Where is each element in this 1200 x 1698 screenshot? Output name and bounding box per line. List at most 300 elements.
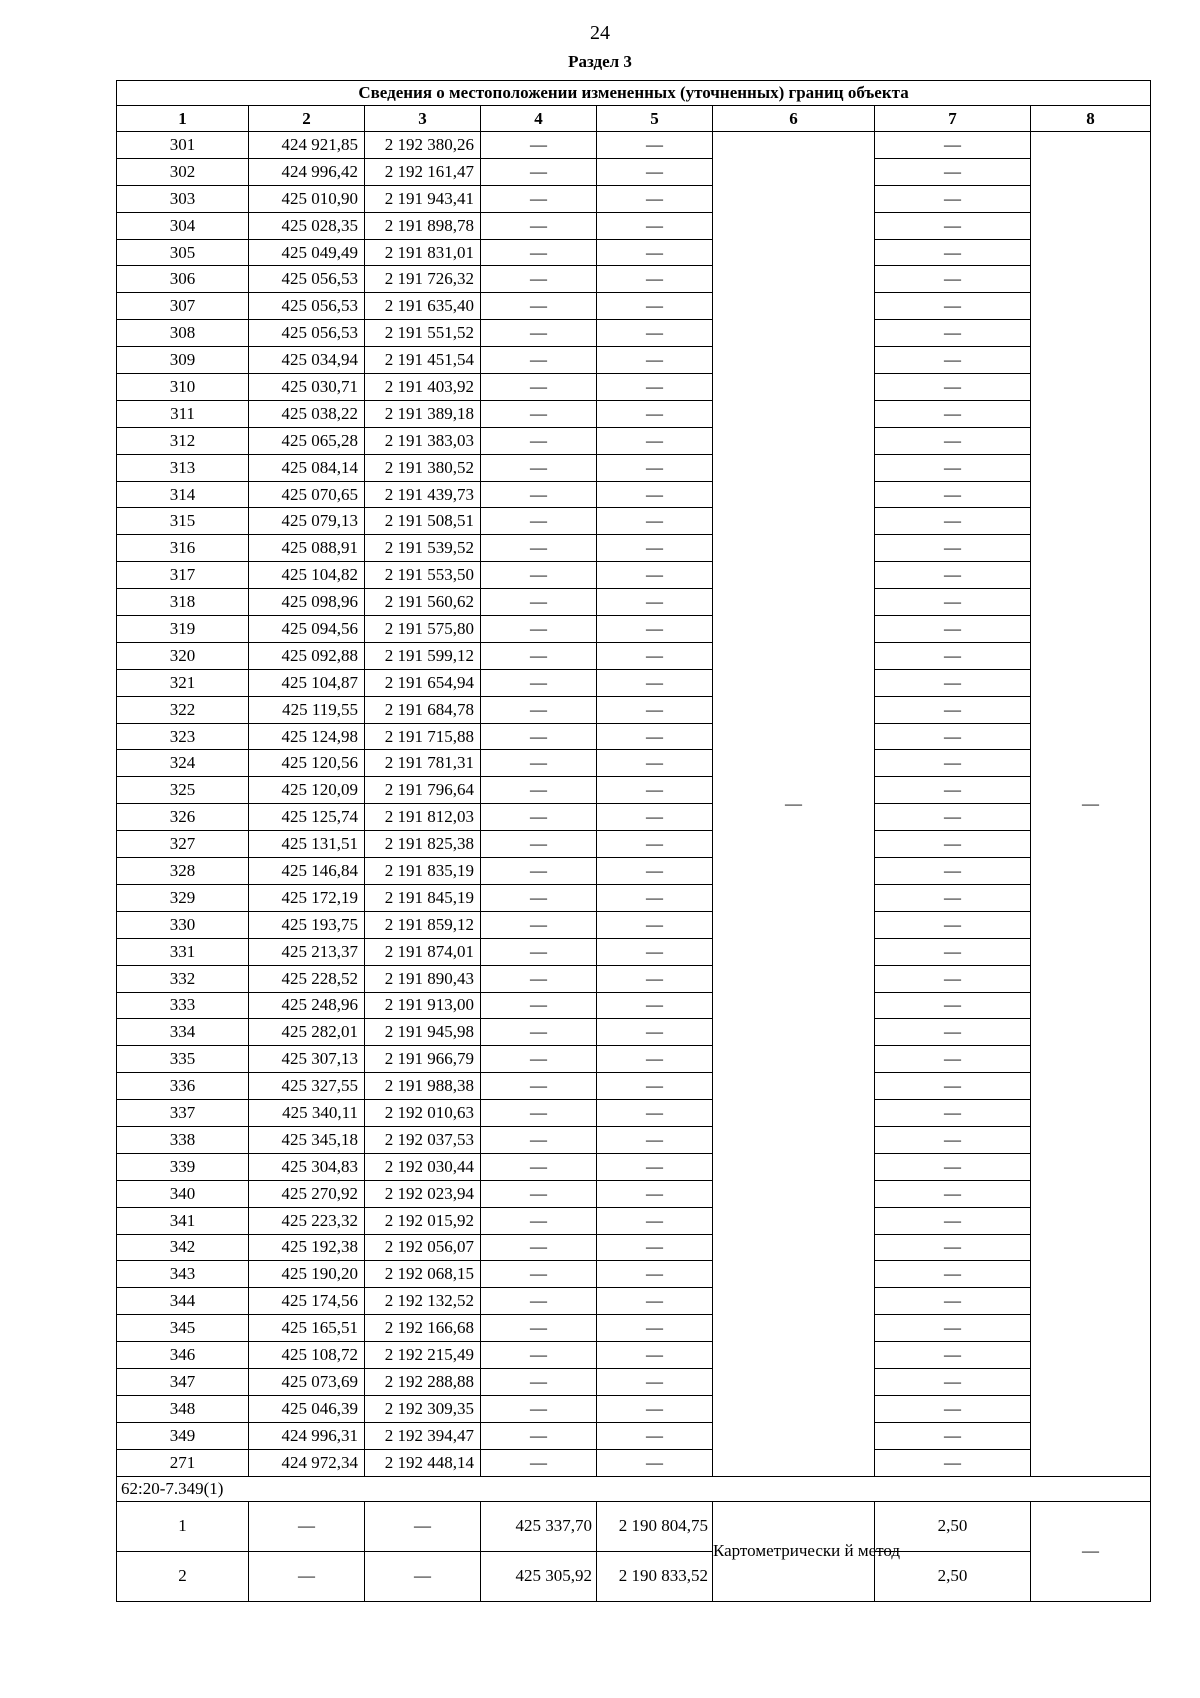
dash-cell: — (875, 1288, 1031, 1315)
coordinate-y: 2 191 403,92 (365, 374, 481, 401)
dash-cell: — (481, 185, 597, 212)
dash-cell: — (597, 347, 713, 374)
coordinate-y: 2 191 439,73 (365, 481, 481, 508)
coordinate-x: 425 304,83 (249, 1153, 365, 1180)
dash-cell: — (597, 481, 713, 508)
coordinate-y: 2 192 030,44 (365, 1153, 481, 1180)
table-row (117, 965, 1151, 992)
point-number: 335 (117, 1046, 249, 1073)
coordinate-x: 425 104,87 (249, 669, 365, 696)
dash-cell: — (875, 696, 1031, 723)
dash-cell: — (481, 1449, 597, 1476)
coordinate-x: 425 073,69 (249, 1368, 365, 1395)
description-cell: — (1031, 1501, 1151, 1601)
coordinate-x: 425 340,11 (249, 1100, 365, 1127)
table-row (117, 374, 1151, 401)
dash-cell: — (875, 831, 1031, 858)
table-row (117, 1234, 1151, 1261)
table-row (117, 1449, 1151, 1476)
point-number: 348 (117, 1395, 249, 1422)
table-row (117, 1315, 1151, 1342)
dash-cell: — (597, 535, 713, 562)
point-number: 309 (117, 347, 249, 374)
dash-cell: — (597, 158, 713, 185)
dash-cell: — (875, 320, 1031, 347)
dash-cell: — (875, 965, 1031, 992)
dash-cell: — (481, 400, 597, 427)
coordinate-x: 425 065,28 (249, 427, 365, 454)
dash-cell: — (875, 1180, 1031, 1207)
point-number: 326 (117, 804, 249, 831)
coordinate-x: 425 010,90 (249, 185, 365, 212)
dash-cell: — (481, 320, 597, 347)
coordinate-y: 2 191 380,52 (365, 454, 481, 481)
coordinate-y: 2 191 796,64 (365, 777, 481, 804)
dash-cell: — (875, 562, 1031, 589)
coordinate-x: 425 056,53 (249, 320, 365, 347)
precision-cell: 2,50 (875, 1501, 1031, 1551)
coordinate-x: 424 996,31 (249, 1422, 365, 1449)
table-row (117, 1395, 1151, 1422)
table-row (117, 1073, 1151, 1100)
dash-cell: — (597, 374, 713, 401)
precision-cell: 2,50 (875, 1551, 1031, 1601)
point-number: 332 (117, 965, 249, 992)
dash-cell: — (875, 1422, 1031, 1449)
dash-cell: — (481, 750, 597, 777)
dash-cell: — (481, 239, 597, 266)
dash-cell: — (875, 374, 1031, 401)
dash-cell: — (875, 1073, 1031, 1100)
dash-cell: — (481, 293, 597, 320)
dash-cell: — (481, 1261, 597, 1288)
coordinate-y: 2 192 132,52 (365, 1288, 481, 1315)
coordinate-x: 425 192,38 (249, 1234, 365, 1261)
table-row (117, 239, 1151, 266)
coordinate-y: 2 191 845,19 (365, 884, 481, 911)
table-row (117, 1342, 1151, 1369)
point-number: 310 (117, 374, 249, 401)
table-row (117, 1422, 1151, 1449)
coordinate-x: 425 174,56 (249, 1288, 365, 1315)
column-header: 3 (365, 106, 481, 132)
coordinate-y: 2 191 551,52 (365, 320, 481, 347)
coordinate-x: 425 094,56 (249, 616, 365, 643)
coordinate-y: 2 191 966,79 (365, 1046, 481, 1073)
table-row (117, 212, 1151, 239)
dash-cell: — (481, 374, 597, 401)
coordinate-y: 2 191 825,38 (365, 831, 481, 858)
table-row (117, 1100, 1151, 1127)
coordinate-y: 2 191 890,43 (365, 965, 481, 992)
dash-cell: — (597, 1100, 713, 1127)
coordinate-x: 425 248,96 (249, 992, 365, 1019)
dash-cell: — (597, 1395, 713, 1422)
dash-cell: — (875, 750, 1031, 777)
coordinate-y: 2 191 560,62 (365, 589, 481, 616)
dash-cell: — (597, 642, 713, 669)
coordinate-y: 2 191 575,80 (365, 616, 481, 643)
page-number: 24 (590, 22, 610, 44)
point-number: 2 (117, 1551, 249, 1601)
dash-cell: — (875, 1315, 1031, 1342)
point-number: 318 (117, 589, 249, 616)
dash-cell: — (875, 642, 1031, 669)
table-row (117, 723, 1151, 750)
point-number: 327 (117, 831, 249, 858)
dash-cell: — (597, 1046, 713, 1073)
table-row (117, 481, 1151, 508)
column-header: 8 (1031, 106, 1151, 132)
coordinate-y: 2 191 539,52 (365, 535, 481, 562)
dash-cell: — (597, 132, 713, 159)
coordinate-x: 425 108,72 (249, 1342, 365, 1369)
dash-cell: — (481, 616, 597, 643)
table-row (117, 400, 1151, 427)
dash-cell: — (597, 185, 713, 212)
dash-cell: — (875, 212, 1031, 239)
dash-cell: — (481, 508, 597, 535)
coordinate-x: 425 345,18 (249, 1126, 365, 1153)
coordinate-y: 2 190 804,75 (597, 1501, 713, 1551)
table-row (117, 1180, 1151, 1207)
dash-cell: — (597, 1368, 713, 1395)
dash-cell: — (875, 454, 1031, 481)
dash-cell: — (597, 212, 713, 239)
dash-cell: — (875, 481, 1031, 508)
dash-cell: — (481, 481, 597, 508)
coordinate-x: 425 165,51 (249, 1315, 365, 1342)
point-number: 329 (117, 884, 249, 911)
dash-cell: — (597, 508, 713, 535)
point-number: 301 (117, 132, 249, 159)
section-title: Раздел 3 (568, 52, 632, 71)
dash-cell: — (249, 1501, 365, 1551)
coordinate-y: 2 191 835,19 (365, 858, 481, 885)
point-number: 331 (117, 938, 249, 965)
point-number: 304 (117, 212, 249, 239)
point-number: 314 (117, 481, 249, 508)
dash-cell: — (875, 1126, 1031, 1153)
coordinate-x: 425 131,51 (249, 831, 365, 858)
table-row (117, 1288, 1151, 1315)
point-number: 306 (117, 266, 249, 293)
dash-cell: — (597, 589, 713, 616)
dash-cell: — (481, 777, 597, 804)
coordinate-x: 425 070,65 (249, 481, 365, 508)
coordinate-x: 424 921,85 (249, 132, 365, 159)
column-header: 6 (713, 106, 875, 132)
coordinate-x: 425 092,88 (249, 642, 365, 669)
point-number: 317 (117, 562, 249, 589)
point-number: 303 (117, 185, 249, 212)
table-row (117, 669, 1151, 696)
point-number: 344 (117, 1288, 249, 1315)
dash-cell: — (597, 562, 713, 589)
table-row (117, 911, 1151, 938)
dash-cell: — (875, 1207, 1031, 1234)
point-number: 325 (117, 777, 249, 804)
coordinate-y: 2 192 161,47 (365, 158, 481, 185)
table-row (117, 750, 1151, 777)
coordinate-y: 2 192 166,68 (365, 1315, 481, 1342)
dash-cell: — (875, 1234, 1031, 1261)
coordinate-y: 2 192 056,07 (365, 1234, 481, 1261)
coordinate-x: 425 088,91 (249, 535, 365, 562)
column-header: 4 (481, 106, 597, 132)
segment-row (117, 1476, 1151, 1501)
table-row (117, 696, 1151, 723)
dash-cell: — (481, 642, 597, 669)
dash-cell: — (481, 266, 597, 293)
coordinate-x: 425 124,98 (249, 723, 365, 750)
dash-cell: — (875, 427, 1031, 454)
dash-cell: — (875, 266, 1031, 293)
dash-cell: — (597, 454, 713, 481)
dash-cell: — (597, 750, 713, 777)
dash-cell: — (875, 616, 1031, 643)
dash-cell: — (875, 239, 1031, 266)
dash-cell: — (481, 427, 597, 454)
point-number: 337 (117, 1100, 249, 1127)
table-row (117, 320, 1151, 347)
point-number: 334 (117, 1019, 249, 1046)
dash-cell: — (875, 293, 1031, 320)
coordinate-y: 2 191 451,54 (365, 347, 481, 374)
point-number: 347 (117, 1368, 249, 1395)
table-row (117, 132, 1151, 159)
dash-cell: — (249, 1551, 365, 1601)
dash-cell: — (481, 992, 597, 1019)
coordinate-x: 425 270,92 (249, 1180, 365, 1207)
dash-cell: — (481, 1207, 597, 1234)
dash-cell: — (481, 1073, 597, 1100)
dash-cell: — (481, 347, 597, 374)
table-row (117, 1368, 1151, 1395)
point-number: 307 (117, 293, 249, 320)
dash-cell: — (597, 1019, 713, 1046)
dash-cell: — (597, 1288, 713, 1315)
dash-cell: — (481, 858, 597, 885)
dash-cell: — (481, 158, 597, 185)
coordinate-x: 424 996,42 (249, 158, 365, 185)
dash-cell: — (481, 132, 597, 159)
dash-cell: — (597, 1073, 713, 1100)
dash-cell: — (875, 185, 1031, 212)
dash-cell: — (481, 804, 597, 831)
table-row (117, 992, 1151, 1019)
dash-cell: — (481, 562, 597, 589)
coordinate-y: 2 192 309,35 (365, 1395, 481, 1422)
dash-cell: — (597, 992, 713, 1019)
dash-cell: — (597, 1261, 713, 1288)
point-number: 305 (117, 239, 249, 266)
coordinate-x: 425 079,13 (249, 508, 365, 535)
table-row (117, 1551, 1151, 1601)
dash-cell: — (597, 1315, 713, 1342)
description-cell: — (1031, 132, 1151, 1477)
table-row (117, 266, 1151, 293)
dash-cell: — (597, 239, 713, 266)
dash-cell: — (481, 696, 597, 723)
coordinate-y: 2 192 010,63 (365, 1100, 481, 1127)
table-row (117, 642, 1151, 669)
table-row (117, 804, 1151, 831)
dash-cell: — (875, 535, 1031, 562)
coordinate-x: 425 046,39 (249, 1395, 365, 1422)
dash-cell: — (481, 723, 597, 750)
dash-cell: — (481, 938, 597, 965)
point-number: 312 (117, 427, 249, 454)
coordinate-x: 425 056,53 (249, 266, 365, 293)
dash-cell: — (597, 616, 713, 643)
dash-cell: — (597, 777, 713, 804)
point-number: 340 (117, 1180, 249, 1207)
coordinate-x: 425 120,56 (249, 750, 365, 777)
dash-cell: — (875, 158, 1031, 185)
dash-cell: — (875, 1342, 1031, 1369)
point-number: 349 (117, 1422, 249, 1449)
dash-cell: — (481, 1288, 597, 1315)
dash-cell: — (365, 1551, 481, 1601)
point-number: 315 (117, 508, 249, 535)
dash-cell: — (481, 1180, 597, 1207)
dash-cell: — (875, 804, 1031, 831)
point-number: 342 (117, 1234, 249, 1261)
dash-cell: — (481, 1422, 597, 1449)
coordinate-x: 425 104,82 (249, 562, 365, 589)
point-number: 338 (117, 1126, 249, 1153)
dash-cell: — (481, 1019, 597, 1046)
dash-cell: — (875, 589, 1031, 616)
coordinate-x: 425 282,01 (249, 1019, 365, 1046)
table-row (117, 938, 1151, 965)
point-number: 319 (117, 616, 249, 643)
dash-cell: — (481, 1395, 597, 1422)
coordinate-y: 2 191 654,94 (365, 669, 481, 696)
coordinate-x: 425 193,75 (249, 911, 365, 938)
dash-cell: — (597, 266, 713, 293)
coordinate-x: 425 120,09 (249, 777, 365, 804)
dash-cell: — (875, 777, 1031, 804)
point-number: 308 (117, 320, 249, 347)
point-number: 322 (117, 696, 249, 723)
coordinate-y: 2 191 599,12 (365, 642, 481, 669)
point-number: 341 (117, 1207, 249, 1234)
dash-cell: — (597, 1180, 713, 1207)
dash-cell: — (597, 965, 713, 992)
coordinate-y: 2 191 859,12 (365, 911, 481, 938)
table-row (117, 1019, 1151, 1046)
table-row (117, 185, 1151, 212)
method-cell: Картометрически й метод (713, 1501, 875, 1601)
column-header: 7 (875, 106, 1031, 132)
table-row (117, 1126, 1151, 1153)
dash-cell: — (597, 884, 713, 911)
dash-cell: — (597, 1342, 713, 1369)
dash-cell: — (597, 804, 713, 831)
point-number: 313 (117, 454, 249, 481)
dash-cell: — (481, 589, 597, 616)
coordinate-x: 425 084,14 (249, 454, 365, 481)
dash-cell: — (597, 1234, 713, 1261)
point-number: 316 (117, 535, 249, 562)
coordinate-y: 2 191 781,31 (365, 750, 481, 777)
segment-label: 62:20-7.349(1) (117, 1476, 1151, 1501)
table-row (117, 454, 1151, 481)
coordinate-y: 2 191 635,40 (365, 293, 481, 320)
dash-cell: — (597, 293, 713, 320)
point-number: 320 (117, 642, 249, 669)
dash-cell: — (597, 400, 713, 427)
coordinate-y: 2 192 015,92 (365, 1207, 481, 1234)
coordinate-x: 425 049,49 (249, 239, 365, 266)
point-number: 343 (117, 1261, 249, 1288)
dash-cell: — (875, 884, 1031, 911)
dash-cell: — (481, 1153, 597, 1180)
dash-cell: — (481, 911, 597, 938)
dash-cell: — (481, 1342, 597, 1369)
dash-cell: — (875, 1395, 1031, 1422)
table-row (117, 1207, 1151, 1234)
dash-cell: — (875, 858, 1031, 885)
coordinate-x: 425 307,13 (249, 1046, 365, 1073)
point-number: 271 (117, 1449, 249, 1476)
table-row (117, 1261, 1151, 1288)
table-row (117, 858, 1151, 885)
dash-cell: — (597, 1153, 713, 1180)
coordinate-y: 2 192 448,14 (365, 1449, 481, 1476)
dash-cell: — (597, 1126, 713, 1153)
point-number: 345 (117, 1315, 249, 1342)
coordinate-y: 2 191 726,32 (365, 266, 481, 293)
coordinate-y: 2 191 389,18 (365, 400, 481, 427)
coordinate-x: 425 119,55 (249, 696, 365, 723)
dash-cell: — (875, 508, 1031, 535)
table-row (117, 293, 1151, 320)
dash-cell: — (875, 723, 1031, 750)
table-row (117, 562, 1151, 589)
dash-cell: — (597, 669, 713, 696)
coordinate-x: 425 213,37 (249, 938, 365, 965)
coordinate-x: 425 228,52 (249, 965, 365, 992)
coordinate-y: 2 191 898,78 (365, 212, 481, 239)
dash-cell: — (875, 938, 1031, 965)
dash-cell: — (875, 669, 1031, 696)
coordinate-x: 425 337,70 (481, 1501, 597, 1551)
coordinate-x: 425 056,53 (249, 293, 365, 320)
point-number: 339 (117, 1153, 249, 1180)
point-number: 324 (117, 750, 249, 777)
dash-cell: — (481, 884, 597, 911)
table-caption: Сведения о местоположении измененных (уточненных) границ объекта (117, 81, 1151, 106)
dash-cell: — (597, 723, 713, 750)
coordinate-y: 2 192 394,47 (365, 1422, 481, 1449)
coordinate-x: 425 146,84 (249, 858, 365, 885)
dash-cell: — (481, 1315, 597, 1342)
column-header-row (117, 106, 1151, 132)
coordinate-x: 425 305,92 (481, 1551, 597, 1601)
dash-cell: — (597, 320, 713, 347)
coordinate-x: 425 190,20 (249, 1261, 365, 1288)
dash-cell: — (875, 1368, 1031, 1395)
coordinate-y: 2 191 831,01 (365, 239, 481, 266)
table-row (117, 616, 1151, 643)
coordinate-y: 2 192 215,49 (365, 1342, 481, 1369)
table-row (117, 1046, 1151, 1073)
point-number: 323 (117, 723, 249, 750)
coordinate-y: 2 191 508,51 (365, 508, 481, 535)
